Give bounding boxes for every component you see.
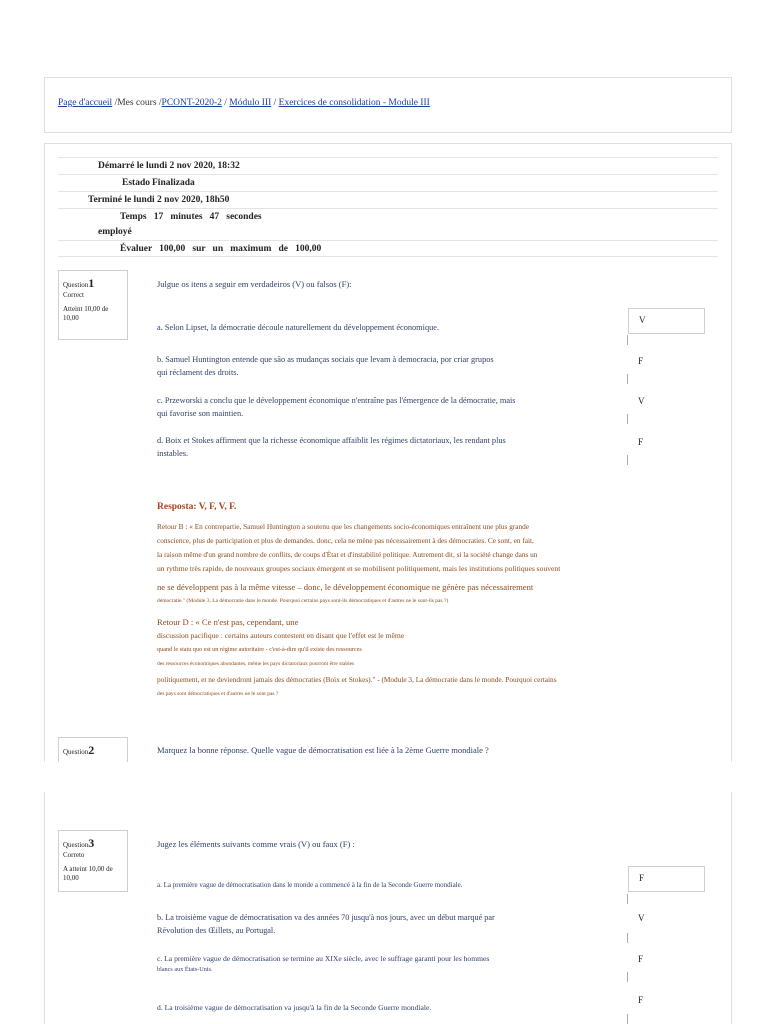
summary-time: Temps 17 minutes 47 secondes: [120, 212, 262, 222]
breadcrumb-separator: /Mes cours /: [112, 98, 162, 108]
q3-answer-marker: [627, 972, 628, 982]
question-1-info: [58, 270, 128, 340]
breadcrumb-home-link[interactable]: Page d'accueil: [58, 98, 113, 108]
breadcrumb-panel: [44, 77, 732, 133]
feedback-b-line: la raison même d'un grand nombre de conflits, de coups d'État et d'instabilité politique. Autrement dit, si la société change dans un: [157, 550, 538, 559]
q3-answer-marker: [627, 933, 628, 943]
q1-item-d: d. Boix et Stokes affirment que la richesse économique affaiblit les régimes dictatoriaux, les rendant plus instables.: [157, 436, 506, 458]
summary-row-grade: [58, 240, 718, 257]
feedback-b-line: un rythme très rapide, de nouveaux groupes sociaux émergent et se mobilisent politiquement, mais les institutions politiques souvent: [157, 564, 561, 573]
feedback-b-line: conscience, plus de participation et plus de demandes. donc, cela ne mène pas nécessairement à des démocraties. Ce sont, en fait,: [157, 536, 534, 545]
breadcrumb-quiz-link[interactable]: Exercices de consolidation - Module III: [278, 98, 430, 108]
summary-state-label: Estado: [122, 178, 150, 188]
q3-answer-a-select[interactable]: F: [628, 866, 705, 892]
q1-item-c: c. Przeworski a conclu que le développement économique n'entraîne pas l'émergence de la démocratie, mais qui favorise son maintien.: [157, 396, 516, 418]
q3-item-a: a. La première vague de démocratisation dans le monde a commencé à la fin de la Seconde Guerre mondiale.: [157, 881, 463, 889]
breadcrumb-separator: /: [271, 98, 279, 108]
feedback-d-line: discussion pacifique : certains auteurs contestent en disant que l'effet est le même: [157, 631, 405, 640]
feedback-d-line: quand le statu quo est un régime autoritaire - c'est-à-dire qu'il existe des ressources: [157, 646, 362, 653]
feedback-d-line: politiquement, et ne deviendront jamais des démocraties (Boix et Stokes)." - (Module 3, La démocratie dans le monde. Pourquoi certains: [157, 675, 557, 684]
feedback-d-line: Retour D : « Ce n'est pas, cependant, une: [157, 617, 299, 627]
feedback-b-line: ne se développent pas à la même vitesse – donc, le développement économique ne génère pas nécessairement: [157, 582, 534, 592]
q1-answer-marker: [627, 414, 628, 424]
question-mark: A atteint 10,00 de 10,00: [63, 864, 113, 883]
q3-answer-b[interactable]: V: [638, 913, 645, 923]
question-3-text: Jugez les éléments suivants comme vrais (V) ou faux (F) :: [157, 839, 355, 849]
summary-finished: Terminé le lundi 2 nov 2020, 18h50: [88, 195, 230, 205]
quiz-review-panel: [44, 792, 732, 1024]
question-status: Correto: [63, 851, 85, 860]
summary-row-state: [58, 174, 718, 191]
summary-state-value: Finalizada: [152, 178, 195, 188]
q1-item-a: a. Selon Lipset, la démocratie découle naturellement du développement économique.: [157, 323, 439, 332]
q3-answer-c[interactable]: F: [638, 954, 644, 964]
q3-answer-d[interactable]: F: [638, 995, 644, 1005]
question-mark: Atteint 10,00 de 10,00: [63, 304, 109, 323]
q1-answer-d[interactable]: F: [638, 437, 644, 447]
question-2-info: [58, 737, 128, 762]
breadcrumb-course-link[interactable]: PCONT-2020-2: [161, 98, 222, 108]
q1-answer-b[interactable]: F: [638, 356, 644, 366]
summary-started: Démarré le lundi 2 nov 2020, 18:32: [98, 161, 240, 171]
question-1-text: Julgue os itens a seguir em verdadeiros (V) ou falsos (F):: [157, 279, 352, 289]
attempt-summary-table: [58, 157, 718, 257]
question-3-info: [58, 830, 128, 892]
question-number: Question2: [63, 743, 95, 757]
q3-item-c: c. La première vague de démocratisation se termine au XIXe siècle, avec le suffrage garanti pour les hommes blancs aux États-Unis.: [157, 954, 490, 973]
q1-answer-c[interactable]: V: [638, 396, 645, 406]
feedback-b-line: Retour B : « En contrepartie, Samuel Huntington a soutenu que les changements socio-économiques entraînent une plus grande: [157, 522, 530, 531]
q1-answer-marker: [627, 374, 628, 384]
document-page-2: [0, 792, 768, 1024]
q3-answer-marker: [627, 1014, 628, 1024]
q1-answer-marker: [627, 335, 628, 345]
question-number: Question1: [63, 276, 95, 290]
feedback-d-line: des ressources économiques abondantes, même les pays dictatoriaux pourront être stables: [157, 661, 355, 667]
q3-answer-marker: [627, 894, 628, 904]
summary-row-started: [58, 157, 718, 174]
breadcrumb: [58, 98, 470, 108]
q1-answer-marker: [627, 455, 628, 465]
q1-answer-a-select[interactable]: V: [628, 308, 705, 334]
question-status: Correct: [63, 291, 84, 300]
q1-correct-answer: Resposta: V, F, V, F.: [157, 502, 237, 512]
feedback-b-line: démocratie." (Module 3, La démocratie dans le monde. Pourquoi certains pays sont-ils démocratiques et d'autres ne le sont-ils pas ?): [157, 598, 449, 604]
feedback-d-line: des pays sont démocratiques et d'autres ne le sont pas ?: [157, 691, 279, 697]
breadcrumb-module-link[interactable]: Módulo III: [229, 98, 272, 108]
question-number: Question3: [63, 836, 95, 850]
summary-grade: Évaluer 100,00 sur un maximum de 100,00: [120, 244, 322, 254]
summary-time-suffix: employé: [98, 227, 132, 237]
q3-item-b: b. La troisième vague de démocratisation va des années 70 jusqu'à nos jours, avec un début marqué par Révolution des Œillets, au Portugal.: [157, 913, 495, 935]
question-2-text: Marquez la bonne réponse. Quelle vague de démocratisation est liée à la 2ème Guerre mondiale ?: [157, 745, 489, 755]
q1-item-b: b. Samuel Huntington entende que são as mudanças sociais que levam à democracia, por criar grupos qui réclament des droits.: [157, 355, 494, 377]
summary-row-finished: [58, 191, 718, 208]
q3-item-d: d. La troisième vague de démocratisation va jusqu'à la fin de la Seconde Guerre mondiale.: [157, 1003, 432, 1012]
breadcrumb-separator: /: [221, 98, 230, 108]
summary-row-time: [58, 208, 718, 240]
